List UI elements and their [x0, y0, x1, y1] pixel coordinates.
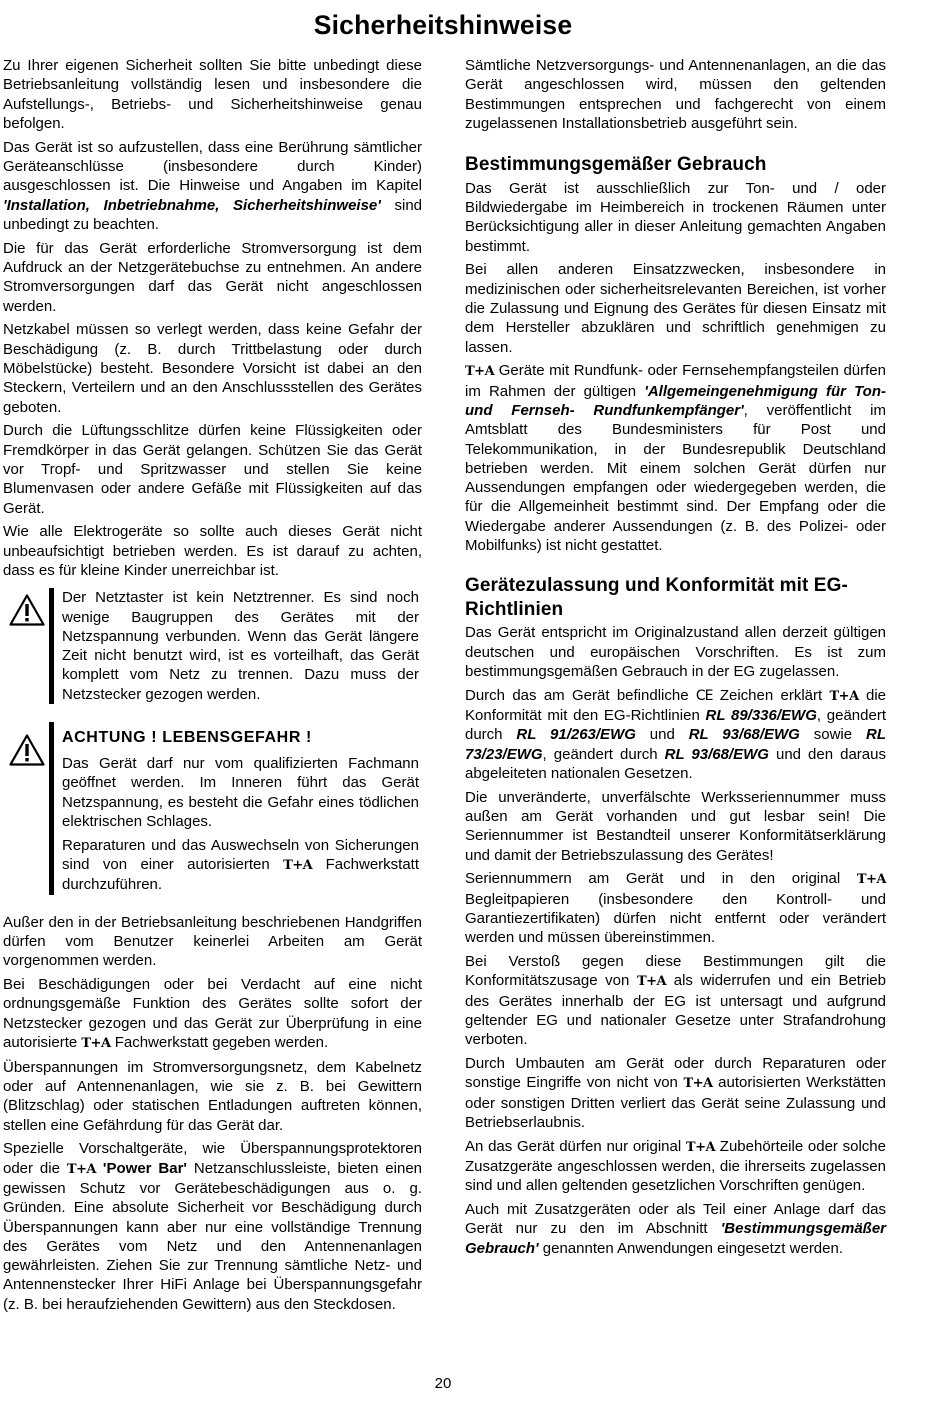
danger-heading: ACHTUNG ! LEBENSGEFAHR ! [62, 729, 312, 746]
serial-documents-paragraph: Seriennummern am Gerät und in den original T+A Begleitpapieren (insbesondere den Kontroll- und Garantiezertifikaten) dürfen nicht entfernt oder verändert werden und müssen übereinstimmen. [465, 870, 886, 947]
brand-logo: T+A [283, 857, 313, 873]
brand-logo: T+A [66, 1161, 97, 1177]
protection-paragraph: Spezielle Vorschaltgeräte, wie Überspannungsprotektoren oder die T+A 'Power Bar' Netzanschlussleiste, bieten einen gewissen Schutz vor Gerätebeschädigungen aus o. g. Gründen. Eine absolute Sicherheit vor Beschädigung durch Überspannungen kann aber nur eine vollständige Trennung des Gerätes vom Netz und den Antennenanlagen gewährleisten. Ziehen Sie zur Trennung sämtliche Netz- und Antennenstecker Ihrer HiFi Anlage bei Überspannungsgefahr (z. B. bei heraufziehenden Gewittern) aus den Steckdosen. [3, 1140, 423, 1313]
brand-logo: T+A [829, 688, 859, 704]
repair-text: Reparaturen und das Auswechseln von Sicherungen sind von einer autorisierten T+A Fachwerkstatt durchzuführen. [62, 836, 420, 894]
brand-logo: T+A [856, 872, 886, 888]
brand-logo: T+A [683, 1076, 713, 1092]
other-uses-paragraph: Bei allen anderen Einsatzzwecken, insbesondere in medizinischen oder sicherheitsrelevanten Bereichen, ist vorher die Zulassung und Eignung des Gerätes für diesen Einsatz mit dem Hersteller abzuklären und schriftlich genehmigen zu lassen. [465, 261, 886, 356]
warning-triangle-icon [9, 594, 45, 626]
supervision-paragraph: Wie alle Elektrogeräte so sollte auch dieses Gerät nicht unbeaufsichtigt betrieben werden. Es ist darauf zu achten, dass es für kleine Kinder unerreichbar ist. [3, 523, 422, 579]
warning-box-danger [3, 722, 422, 895]
placement-paragraph: Das Gerät ist so aufzustellen, dass eine Berührung sämtlicher Geräteanschlüsse (insbesondere durch Kinder) ausgeschlossen ist. Die Hinweise und Angaben im Kapitel 'Installation, Inbetriebnahme, Sicherheitshinweise' sind unbedingt zu beachten. [3, 138, 423, 233]
serial-number-paragraph: Die unveränderte, unverfälschte Werksseriennummer muss außen am Gerät vorhanden und gut lesbar sein! Die Seriennummer ist Bestandteil unserer Konformitätserklärung und damit der Betriebszulassung des Gerätes! [465, 788, 886, 864]
brand-logo: T+A [636, 974, 667, 990]
overvoltage-paragraph: Überspannungen im Stromversorgungsnetz, dem Kabelnetz oder auf Antennenanlagen, wie sie z. B. bei Gewittern (Blitzschlag) oder statischen Entladungen auftreten können, stellen eine Gefährdung für das Gerät dar. [3, 1058, 422, 1134]
modifications-paragraph: Durch Umbauten am Gerät oder durch Reparaturen oder sonstige Eingriffe von nicht von T+A autorisierten Werkstätten oder sonstigen Dritten verliert das Gerät seine Zulassung und Betriebserlaubnis. [465, 1055, 886, 1131]
directives-paragraph: Durch das am Gerät befindliche CE Zeichen erklärt T+A die Konformität mit den EG-Richtlinien RL 89/336/EWG, geändert durch RL 91/263/EWG und RL 93/68/EWG sowie RL 73/23/EWG, geändert durch RL 93/68/EWG und den daraus abgeleiteten nationalen Gesetzen. [465, 686, 886, 782]
damage-paragraph: Bei Beschädigungen oder bei Verdacht auf eine nicht ordnungsgemäße Funktion des Gerätes sollte sofort der Netzstecker gezogen und das Gerät zur Überprüfung in eine autorisierte T+A Fachwerkstatt gegeben werden. [3, 975, 422, 1053]
page-title: Sicherheitshinweise [313, 10, 573, 40]
brand-logo: T+A [81, 1035, 111, 1051]
intended-use-paragraph: Das Gerät ist ausschließlich zur Ton- und / oder Bildwiedergabe im Heimbereich in trockenen Räumen unter Berücksichtigung aller in dieser Anleitung gemachten Angaben bestimmt. [465, 179, 886, 255]
violation-paragraph: Bei Verstoß gegen diese Bestimmungen gilt die Konformitätszusage von T+A als widerrufen und ein Betrieb des Gerätes innerhalb der EG ist untersagt und aufgrund geltender EG und nationaler Gesetze unter Strafandrohung verboten. [465, 953, 886, 1049]
conformity-paragraph: Das Gerät entspricht im Originalzustand allen derzeit gültigen deutschen und europäischen Vorschriften. Es ist zum bestimmungsgemäßen Gebrauch in der EG zugelassen. [465, 624, 886, 680]
warning-triangle-icon [9, 734, 45, 766]
section-heading-conformity: Gerätezulassung und Konformität mit EG-Richtlinien [465, 575, 848, 620]
section-heading-intended-use: Bestimmungsgemäßer Gebrauch [465, 154, 767, 176]
installation-paragraph: Sämtliche Netzversorgungs- und Antennenanlagen, an die das Gerät angeschlossen wird, müssen den geltenden Bestimmungen entsprechen und fachgerecht von einem zugelassenen Installationsbetrieb ausgeführt sein. [465, 57, 886, 132]
ventilation-paragraph: Durch die Lüftungsschlitze dürfen keine Flüssigkeiten oder Fremdkörper in das Gerät gelangen. Schützen Sie das Gerät vor Tropf- und Spritzwasser und stellen Sie keine Blumenvasen oder andere Gefäße mit Flüssigkeiten auf das Gerät. [3, 422, 422, 517]
user-work-paragraph: Außer den in der Betriebsanleitung beschriebenen Handgriffen dürfen vom Benutzer keinerlei Arbeiten am Gerät vorgenommen werden. [3, 913, 422, 970]
danger-text: Das Gerät darf nur vom qualifizierten Fachmann geöffnet werden. Im Inneren führt das Gerät Netzspannung, es besteht die Gefahr eines tödlichen elektrischen Schlages. [62, 755, 419, 830]
additional-devices-paragraph: Auch mit Zusatzgeräten oder als Teil einer Anlage darf das Gerät nur zu den im Abschnitt 'Bestimmungsgemäßer Gebrauch' genannten Anwendungen eingesetzt werden. [465, 1201, 886, 1257]
brand-logo: T+A [465, 364, 495, 380]
warning-bar [49, 588, 54, 704]
power-cable-paragraph: Netzkabel müssen so verlegt werden, dass keine Gefahr der Beschädigung (z. B. durch Trittbelastung oder durch Möbelstücke) besteht. Besondere Vorsicht ist dabei an den Steckern, Verteilern und an den Anschlussstellen des Gerätes geboten. [3, 321, 422, 416]
warning-box-power-switch [3, 588, 422, 704]
right-column [465, 56, 886, 1263]
intro-paragraph: Zu Ihrer eigenen Sicherheit sollten Sie bitte unbedingt diese Betriebsanleitung vollständig lesen und insbesondere die Aufstellungs-, Betriebs- und Sicherheitshinweise genau befolgen. [3, 57, 422, 132]
page-number: 20 [434, 1375, 452, 1392]
ce-mark-icon: CE [695, 687, 713, 704]
power-supply-paragraph: Die für das Gerät erforderliche Stromversorgung ist dem Aufdruck an der Netzgerätebuchse zu entnehmen. An andere Stromversorgungen darf das Gerät nicht angeschlossen werden. [3, 239, 422, 315]
power-switch-warning-text: Der Netztaster ist kein Netztrenner. Es sind noch wenige Baugruppen des Gerätes mit der Netzspannung verbunden. Wenn das Gerät längere Zeit nicht benutzt wird, ist es vorteilhaft, das Gerät komplett vom Netz zu trennen. Dazu muss der Netzstecker gezogen werden. [62, 589, 419, 703]
accessories-paragraph: An das Gerät dürfen nur original T+A Zubehörteile oder solche Zusatzgeräte angeschlossen werden, die ihrerseits zugelassen sind und allen geltenden gesetzlichen Vorschriften genügen. [465, 1137, 886, 1195]
brand-logo: T+A [685, 1139, 716, 1155]
broadcast-paragraph: T+A Geräte mit Rundfunk- oder Fernsehempfangsteilen dürfen im Rahmen der gültigen 'Allgemeingenehmigung für Ton- und Fernseh- Rundfunkempfänger', veröffentlicht im Amtsblatt des Bundesministers für Post und Telekommunikation, in der Bundesrepublik Deutschland betrieben werden. Mit einem solchen Gerät dürfen nur Aussendungen empfangen oder wiedergegeben werden, die für die Allgemeinheit bestimmt sind. Der Empfang oder die Wiedergabe anderer Aussendungen (z. B. des Polizei- oder Mobilfunks) ist nicht gestattet. [465, 362, 886, 555]
left-column [3, 56, 422, 1319]
warning-bar [49, 722, 54, 895]
